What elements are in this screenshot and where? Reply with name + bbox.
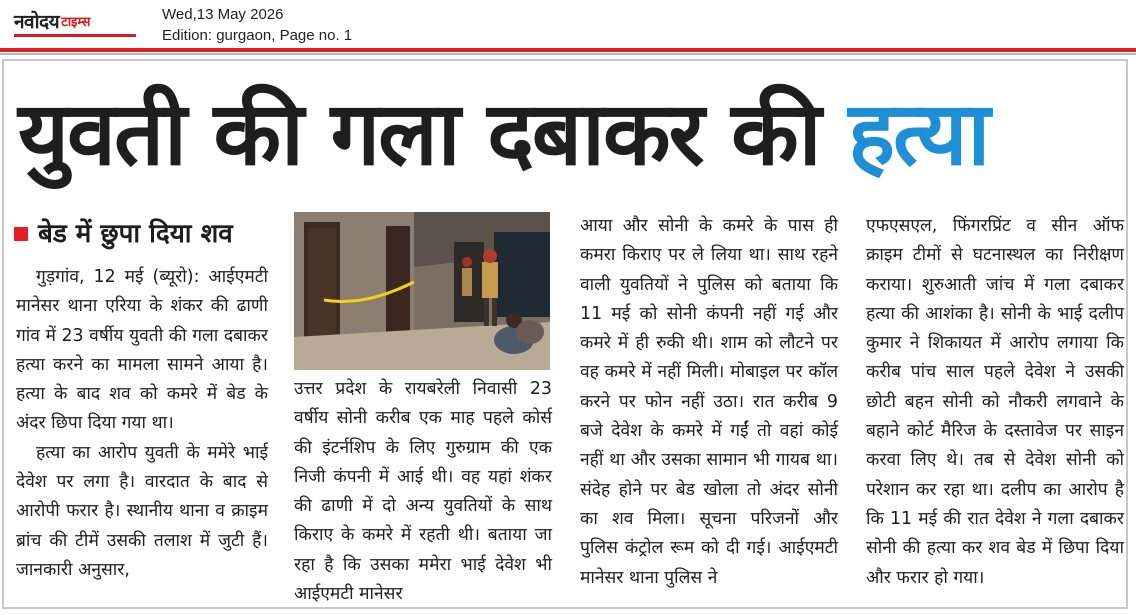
headline-accent: हत्या (848, 82, 989, 185)
logo-underline (14, 34, 136, 37)
edition-page: Edition: gurgaon, Page no. 1 (162, 27, 353, 44)
col3-paragraph: आया और सोनी के कमरे के पास ही कमरा किराए पर ले लिया था। साथ रहने वाली युवतियों ने पुलिस को बताया कि 11 मई को सोनी कंपनी नहीं गई और कमरे में ही रुकी थी। शाम को लौटने पर वह कमरे में नहीं मिली। मोबाइल पर कॉल करने पर फोन नहीं उठा। रात करीब 9 बजे देवेश के कमरे में गईं तो वहां कोई नहीं था और उसका सामान भी गायब था। संदेह होने पर बेड खोला तो अंदर सोनी का शव मिला। सूचना परिजनों और पुलिस कंट्रोल रूम को दी गई। आईएमटी मानेसर थाना पुलिस ने (580, 216, 838, 588)
column-3 (580, 212, 838, 593)
col2-paragraph: उत्तर प्रदेश के रायबरेली निवासी 23 वर्षीय सोनी करीब एक माह पहले कोर्स की इंटर्नशिप के लिए गुरुग्राम की एक निजी कंपनी में आई थी। वह यहां शंकर की ढाणी में दो अन्य युवतियों के साथ किराए के कमरे में रहती थी। बताया जा रहा है कि उसका ममेरा भाई देवेश भी आईएमटी मानेसर (294, 379, 552, 605)
col4-paragraph: एफएसएल, फिंगरप्रिंट व सीन ऑफ क्राइम टीमों से घटनास्थल का निरीक्षण कराया। शुरुआती जांच में गला दबाकर हत्या की आशंका है। सोनी के भाई दलीप कुमार ने शिकायत में आरोप लगाया कि करीब पांच साल पहले देवेश ने उसकी छोटी बहन सोनी को नौकरी लगवाने के बहाने कोर्ट मैरिज के दस्तावेज पर साइन करवा लिए थे। तब से देवेश सोनी को परेशान कर रहा था। दलीप का आरोप है कि 11 मई की रात देवेश ने गला दबाकर सोनी की हत्या कर शव बेड में छिपा दिया और फरार हो गया। (866, 216, 1124, 588)
column-1 (16, 263, 268, 585)
issue-date: Wed,13 May 2026 (162, 6, 284, 23)
edition-info (162, 4, 352, 46)
header-divider-red (0, 48, 1136, 52)
subheading-text: बेड में छुपा दिया शव (38, 219, 233, 249)
column-2 (294, 375, 552, 609)
red-square-bullet-icon (14, 227, 28, 241)
masthead (0, 0, 1136, 50)
column-4 (866, 212, 1124, 593)
newspaper-logo[interactable] (14, 8, 90, 34)
headline-main: युवती की गला दबाकर की (18, 82, 820, 185)
header-divider-grey (0, 53, 1136, 55)
logo-sub-text: टाइम्स (61, 15, 91, 30)
col1-paragraph-1: गुड़गांव, 12 मई (ब्यूरो): आईएमटी मानेसर थाना एरिया के शंकर की ढाणी गांव में 23 वर्षीय युवती की गला दबाकर हत्या करने का मामला सामने आया है। हत्या के बाद शव को कमरे में बेड के अंदर छिपा दिया गया था। (16, 267, 268, 434)
news-photo (294, 212, 550, 370)
headline (18, 82, 988, 186)
subheading (14, 216, 233, 252)
col1-paragraph-2: हत्या का आरोप युवती के ममेरे भाई देवेश पर लगा है। वारदात के बाद से आरोपी फरार है। स्थानीय थाना व क्राइम ब्रांच की टीमें उसकी तलाश में जुटी हैं। जानकारी अनुसार, (16, 442, 268, 580)
logo-main-text: नवोदय (14, 11, 60, 33)
